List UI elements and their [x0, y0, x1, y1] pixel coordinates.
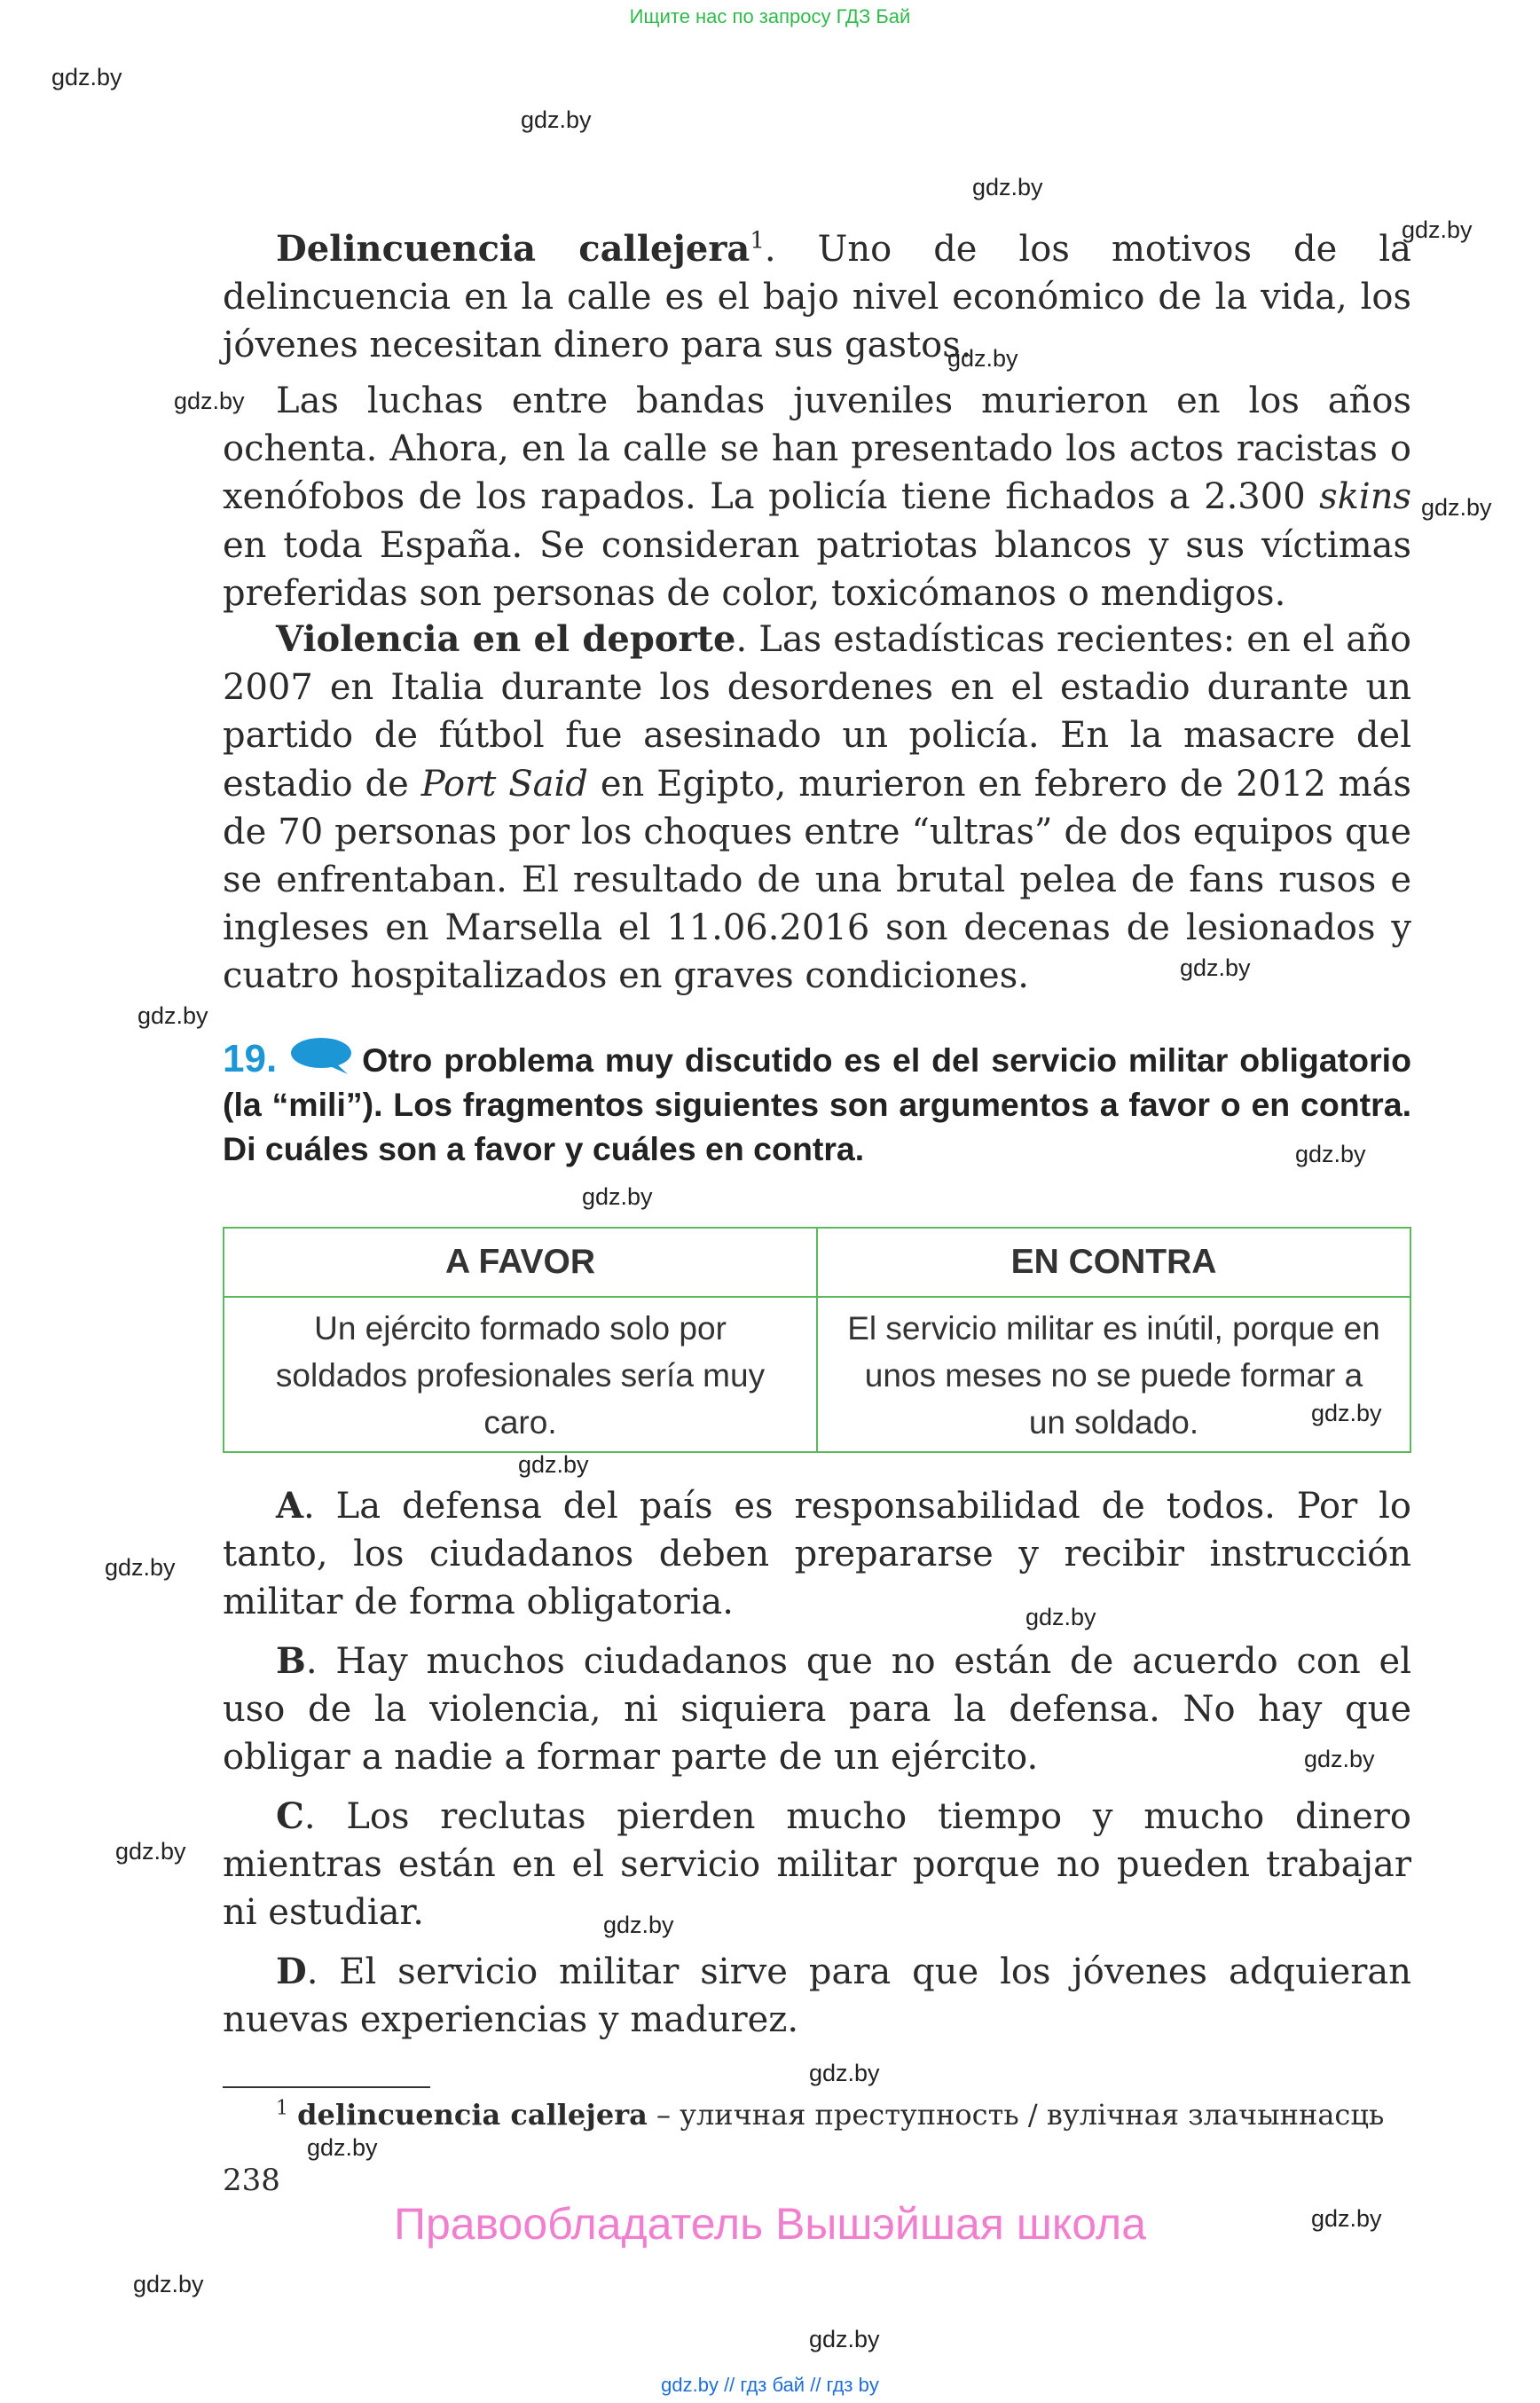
bottom-links[interactable]: gdz.by // гдз бай // гдз by [661, 2374, 879, 2396]
footnote-divider [223, 2086, 430, 2088]
watermark: gdz.by [1304, 1746, 1375, 1772]
term-violencia-deporte: Violencia en el deporte [276, 618, 736, 660]
watermark: gdz.by [1025, 1604, 1096, 1630]
watermark: gdz.by [133, 2271, 204, 2297]
exercise-19-header [223, 1036, 1411, 1171]
term-skins: skins [1319, 476, 1411, 518]
table-cell-contra: El servicio militar es inútil, porque en unos meses no se puede formar a un soldado. [817, 1297, 1410, 1452]
watermark: gdz.by [51, 64, 122, 90]
rights-holder: Правообладатель Вышэйшая школа [394, 2199, 1146, 2249]
watermark: gdz.by [138, 1002, 208, 1029]
table-header-contra: EN CONTRA [817, 1228, 1410, 1297]
paragraph-bandas: Las luchas entre bandas juveniles murieron en los años ochenta. Ahora, en la calle se han presentado los actos racistas o xenófobos de los rapados. La policía tiene fichados a 2.300 skins en toda España. Se consideran patriotas blancos y sus víctimas preferidas son personas de color, toxicómanos o mendigos. [223, 381, 1411, 614]
watermark: gdz.by [518, 1451, 589, 1478]
term-delincuencia-callejera: Delincuencia callejera [276, 228, 750, 270]
argument-table [223, 1227, 1411, 1453]
speech-bubble-icon [289, 1036, 353, 1075]
watermark: gdz.by [582, 1183, 653, 1210]
watermark: gdz.by [972, 174, 1043, 200]
watermark: gdz.by [603, 1912, 674, 1938]
footnote-translation: – уличная преступность / вулічная злачыннасць [647, 2098, 1385, 2132]
watermark: gdz.by [809, 2060, 880, 2086]
watermark: gdz.by [1402, 216, 1473, 243]
watermark: gdz.by [1311, 2205, 1382, 2232]
watermark: gdz.by [174, 388, 245, 414]
exercise-instruction: Otro problema muy discutido es el del servicio militar obligatorio (la “mili”). Los fragmentos siguientes son argumentos a favor o en contra. Di cuáles son a favor y cuáles en contra. [223, 1041, 1411, 1167]
watermark: gdz.by [105, 1554, 176, 1581]
watermark: gdz.by [521, 106, 592, 133]
watermark: gdz.by [307, 2134, 378, 2161]
watermark: gdz.by [1180, 954, 1251, 981]
footnote: $^1$ delincuencia callejera – уличная преступность / вулічная злачыннасць [276, 2097, 1385, 2132]
paragraph-violencia-deporte: Violencia en el deporte. Las estadísticas recientes: en el año 2007 en Italia durante los desordenes en el estadio durante un partido de fútbol fue asesinado un policía. En la masacre del estadio de Port Said en Egipto, murieron en febrero de 2012 más de 70 personas por los choques entre “ultras” de dos equipos que se enfrentaban. El resultado de una brutal pelea de fans rusos e ingleses en Marsella el 11.06.2016 son decenas de lesionados y cuatro hospitalizados en graves condiciones. [223, 618, 1412, 997]
table-header-favor: A FAVOR [224, 1228, 817, 1297]
exercise-number: 19. [223, 1037, 278, 1080]
footnote-marker[interactable]: 1 [750, 227, 765, 255]
watermark: gdz.by [115, 1838, 186, 1865]
list-item: D. El servicio militar sirve para que los jóvenes adquieran nuevas experiencias y madurez. [223, 1951, 1411, 2041]
watermark: gdz.by [1295, 1141, 1366, 1167]
page-number: 238 [223, 2163, 280, 2198]
term-port-said: Port Said [420, 763, 588, 805]
footnote-term: delincuencia callejera [297, 2098, 648, 2132]
list-item: C. Los reclutas pierden mucho tiempo y mucho dinero mientras están en el servicio militar porque no pueden trabajar ni estudiar. [223, 1795, 1411, 1934]
paragraph-delincuencia: Delincuencia callejera$^1$. Uno de los motivos de la delincuencia en la calle es el bajo nivel económico de la vida, los jóvenes necesitan dinero para sus gastos. [223, 227, 1412, 366]
watermark: gdz.by [1311, 1400, 1382, 1426]
list-item: B. Hay muchos ciudadanos que no están de acuerdo con el uso de la violencia, ni siquiera para la defensa. No hay que obligar a nadie a formar parte de un ejército. [223, 1640, 1411, 1779]
top-banner[interactable]: Ищите нас по запросу ГДЗ Бай [629, 5, 911, 27]
watermark: gdz.by [1421, 494, 1492, 521]
table-cell-favor: Un ejército formado solo por soldados profesionales sería muy caro. [224, 1297, 817, 1452]
watermark: gdz.by [809, 2326, 880, 2352]
watermark: gdz.by [947, 345, 1018, 372]
list-item: A. La defensa del país es responsabilidad de todos. Por lo tanto, los ciudadanos deben prepararse y recibir instrucción militar de forma obligatoria. [223, 1485, 1411, 1623]
